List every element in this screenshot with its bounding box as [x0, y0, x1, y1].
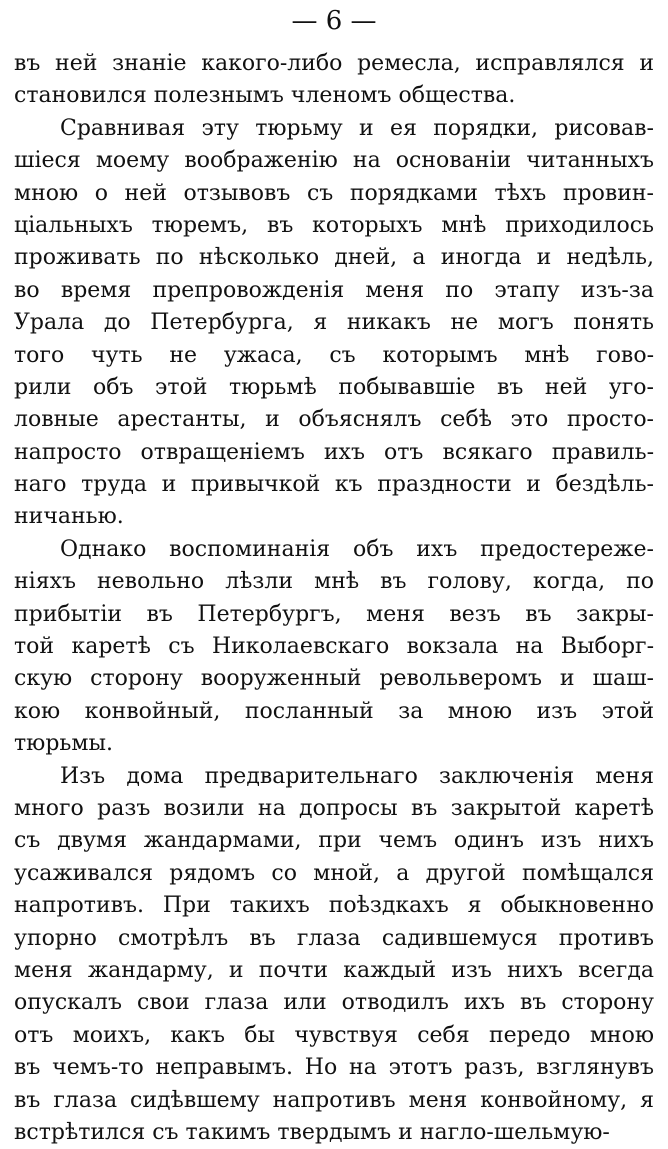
text-line: отъ моихъ, какъ бы чувствуя себя передо мною: [14, 1022, 654, 1048]
text-line: Сравнивая эту тюрьму и ея порядки, рисовав-: [60, 115, 654, 141]
text-line: Урала до Петербурга, я никакъ не могъ понять: [14, 310, 654, 336]
text-line: упорно смотрѣлъ въ глаза садившемуся противъ: [14, 925, 654, 951]
text-line: ніяхъ невольно лѣзли мнѣ въ голову, когда, по: [14, 569, 654, 595]
text-line: ціальныхъ тюремъ, въ которыхъ мнѣ приходилось: [14, 212, 654, 238]
text-line: становился полезнымъ членомъ общества.: [14, 83, 516, 109]
text-line: того чуть не ужаса, съ которымъ мнѣ гово-: [14, 342, 654, 368]
text-line: ничанью.: [14, 504, 124, 530]
paragraph: [14, 113, 654, 534]
text-line: въ глаза сидѣвшему напротивъ меня конвойному, я: [14, 1087, 654, 1113]
text-line: усаживался рядомъ со мной, а другой помѣщался: [14, 860, 654, 886]
text-line: Изъ дома предварительнаго заключенія меня: [60, 763, 654, 789]
text-line: той каретѣ съ Николаевскаго вокзала на Выборг-: [14, 634, 654, 660]
text-line: во время препровожденія меня по этапу изъ-за: [14, 277, 654, 303]
text-line: съ двумя жандармами, при чемъ одинъ изъ нихъ: [14, 828, 654, 854]
text-line: кою конвойный, посланный за мною изъ этой: [14, 698, 654, 724]
text-line: ловные арестанты, и объяснялъ себѣ это просто-: [14, 407, 654, 433]
text-line: проживать по нѣсколько дней, а иногда и недѣль,: [14, 245, 654, 271]
text-line: скую сторону вооруженный револьверомъ и шаш-: [14, 666, 654, 692]
text-line: мною о ней отзывовъ съ порядками тѣхъ провин-: [14, 180, 654, 206]
text-line: Однако воспоминанія объ ихъ предостереже-: [60, 536, 654, 562]
paragraph: [14, 48, 654, 113]
text-line: меня жандарму, и почти каждый изъ нихъ всегда: [14, 957, 654, 983]
text-line: рили объ этой тюрьмѣ побывавшіе въ ней уго-: [14, 374, 654, 400]
paragraph: [14, 761, 654, 1149]
text-line: встрѣтился съ такимъ твердымъ и нагло-шельмую-: [14, 1119, 610, 1145]
paragraph: [14, 534, 654, 761]
text-line: опускалъ свои глаза или отводилъ ихъ въ сторону: [14, 990, 654, 1016]
text-line: тюрьмы.: [14, 731, 113, 757]
text-line: много разъ возили на допросы въ закрытой каретѣ: [14, 795, 654, 821]
text-line: напротивъ. При такихъ поѣздкахъ я обыкновенно: [14, 893, 654, 919]
text-line: напросто отвращеніемъ ихъ отъ всякаго правиль-: [14, 439, 654, 465]
page-number: — 6 —: [291, 6, 377, 36]
text-line: прибытіи въ Петербургъ, меня везъ въ закры-: [14, 601, 654, 627]
body-text: [14, 48, 654, 1149]
text-line: наго труда и привычкой къ праздности и бездѣль-: [14, 472, 654, 498]
text-line: шіеся моему воображенію на основаніи читанныхъ: [14, 148, 654, 174]
text-line: въ ней знаніе какого-либо ремесла, исправлялся и: [14, 51, 654, 76]
text-line: въ чемъ-то неправымъ. Но на этотъ разъ, взглянувъ: [14, 1055, 654, 1081]
